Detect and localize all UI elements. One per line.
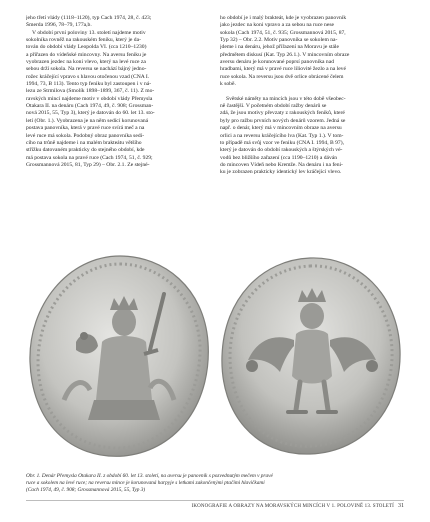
text-line: jeho třetí vlády (1118–1120), typ Cach 1974, 28, č. 423; [26, 15, 152, 21]
text-line: postava panovníka, která v pravé ruce svírá meč a na [26, 125, 145, 132]
text-line: Šmerda 1996, 78–79, 177a,b. [26, 22, 92, 29]
text-line: byly pro ražbu prvních nových denárů vzorem. Jedná se [220, 117, 346, 124]
text-line: orlici a na reversu kráčejícího lva (Kat. Typ 1.). V tom- [220, 132, 344, 139]
text-line: sokolníka rovněž na rakouském feniku, který je da- [26, 37, 141, 44]
text-line: vodů bez bližšího zařazení (cca 1190–1210) a dáván [220, 154, 338, 161]
right-text-column [220, 15, 404, 177]
text-line: hradbami, který má v pravé ruce liliovité žezlo a na levé [220, 66, 346, 73]
text-line: lezu ze Strmilova (Smolík 1898–1899, 367, č. 11). Z mo- [26, 88, 155, 95]
text-line: ně častější. V početném období ražby denárů se [220, 103, 327, 110]
coin-reverse-image [216, 250, 406, 462]
text-line: 1994, 73, B 113). Tento typ feniku byl zastoupen i v ná- [26, 81, 152, 88]
text-line: nová 2015, 55, Typ 3), který je datován do 60. let 13. sto- [26, 110, 155, 117]
text-line: vyobrazen jezdec na koni vlevo, který na levé ruce za [26, 59, 146, 66]
text-line: Otakara II. na denáru (Cach 1974, 49, č. 908; Grossman- [26, 103, 154, 110]
text-line: ku je zobrazen prakticky identický lev kráčející vlevo. [220, 169, 342, 176]
text-line: Světské náměty na mincích jsou v této době všeobec- [226, 95, 346, 102]
caption-line: ruce a sokolem na levé ruce; na reversu mince je korunovaná harpyje s letkami zakončenými ptačími hlavičkami [26, 480, 265, 486]
text-line: tován do období vlády Leopolda VI. (cca 1210–1230) [26, 44, 147, 51]
text-line: letí (Obr. 1.). Vyobrazena je na něm sedící korunovaná [26, 117, 149, 124]
text-line: střížku datovaném prakticky do stejného období, kde [26, 147, 145, 154]
figure-caption [26, 473, 406, 494]
text-line: ravských mincí najdeme motiv v období vlády Přemysla [26, 95, 153, 102]
text-line: který je datován do období rakouských a štýrských vé- [220, 147, 343, 154]
text-line: to případě má svůj vzor ve feniku (CNA I. 1994, B 97), [220, 139, 344, 146]
page-footer [0, 500, 430, 514]
caption-line: Obr. 1. Denár Přemysla Otakara II. z období 60. let 13. století, na aversu je panovník s pozvednutým mečem v pravé [26, 473, 273, 479]
page-number: 31 [398, 503, 404, 509]
text-line: a přiřazen do vídeňské mincovny. Na aversu feniku je [26, 51, 147, 58]
text-line: má postava sokola na pravé ruce (Cach 1974, 51, č. 929; [26, 154, 153, 161]
text-line: sebou drží sokola. Na reversu se nachází bájný jedno- [26, 66, 147, 73]
text-line: jako jezdec na koni vpravo a za sebou na ruce nese [220, 22, 334, 29]
text-line: Grossmannová 2015, 81, Typ 29) – Obr. 2.1. Ze stejné- [26, 161, 150, 168]
running-head: IKONOGRAFIE A OBRAZY NA MORAVSKÝCH MINCÍCH V 1. POLOVINĚ 13. STOLETÍ [191, 504, 394, 509]
text-line: levé ruce má sokola. Podobný obraz panovníka sedí- [26, 132, 145, 139]
text-line: jdeme i na denáru, jehož přiřazení na Moravu je stále [220, 44, 339, 51]
text-line: ruce sokola. Na reversu jsou dvě orlice obrácené čelem [220, 73, 344, 80]
text-line: sokola (Cach 1974, 51, č. 935; Grossmannová 2015, 87, [220, 29, 346, 36]
text-line [220, 88, 404, 95]
text-line: k sobě. [220, 81, 236, 88]
text-line: např. o denár, který má v mincovním obraze na aversu [220, 125, 342, 132]
text-line: V období první poloviny 13. století najdeme motiv [32, 29, 146, 36]
footer-rule [26, 500, 404, 501]
coin-photographs [26, 250, 404, 470]
coin-obverse-image [24, 250, 214, 462]
text-line: ho období je i malý brakteát, kde je vyobrazen panovník [220, 15, 347, 21]
text-line: do mincoven Vídeň nebo Kremže. Na denáru i na feni- [220, 161, 343, 168]
text-line: zdá, že jsou motivy převzaty z rakouských feniků, které [220, 110, 345, 117]
text-line: Typ 32) – Obr. 2.2. Motiv panovníka se sokolem na- [220, 37, 338, 44]
text-line: předmětem diskusí (Kat. Typ 26.1.). V mincovním obraze [220, 51, 350, 58]
text-line: cího na trůně najdeme i na malém brakteátu většího [26, 139, 142, 146]
text-line: rožec kráčející vpravo s hlavou otočenou vzad (CNA I. [26, 73, 150, 80]
caption-line: (Cach 1974, 49, č. 908; Grossmannová 2015, 55, Typ 3) [26, 487, 146, 493]
left-text-column [26, 15, 210, 169]
text-line: aversu denáru je korunované poprsí panovníka nad [220, 59, 335, 66]
